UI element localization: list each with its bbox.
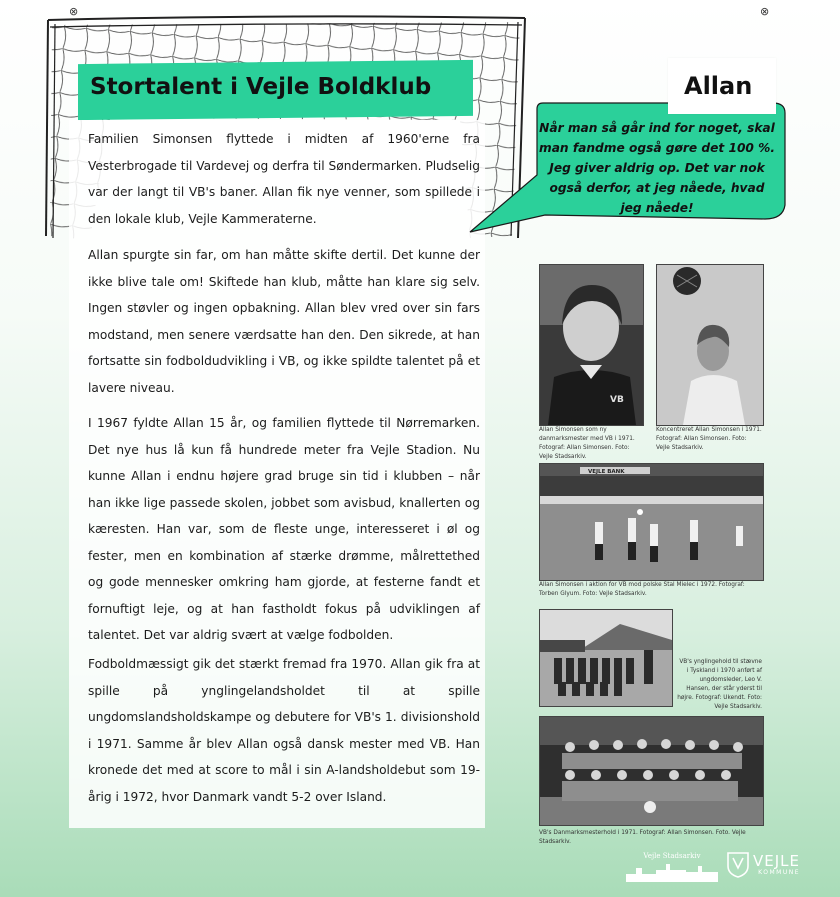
city-skyline-icon [626, 860, 718, 882]
stadium-banner: VEJLE BANK [588, 469, 625, 475]
caption-portrait: Allan Simonsen som ny danmarksmester med VB i 1971. Fotograf: Allan Simonsen. Foto: Vejle Stadsarkiv. [539, 427, 635, 460]
screw-icon: ⊗ [760, 5, 770, 18]
kommune-sub: KOMMUNE [758, 869, 800, 876]
photo-portrait [539, 264, 644, 426]
archive-name: Vejle Stadsarkiv [643, 852, 701, 860]
caption-match-action: Allan Simonsen i aktion for VB mod polske Stal Mielec i 1972. Fotograf: Torben Glyum. Foto: Vejle Stadsarkiv. [539, 582, 745, 597]
screw-icon: ⊗ [69, 5, 79, 18]
kommune-name: VEJLE [753, 852, 800, 870]
name-label: Allan [684, 72, 753, 100]
caption-youth-team: VB's ynglingehold til stævne i Tyskland i 1970 anført af ungdomsleder, Leo V. Hansen, der står yderst til højre. Fotograf: Ukendt. Foto: Vejle Stadsarkiv. [677, 659, 762, 710]
paragraph-4: Fodboldmæssigt gik det stærkt fremad fra 1970. Allan gik fra at spille på ynglingelandsholdet til at spille ungdomslandsholdskampe og debutere for VB's 1. divisionshold i 1971. Samme år blev Allan også dansk mester med VB. Han kronede det med at score to mål i sin A-landsholdebut som 19-årig i 1972, hvor Danmark vandt 5-2 over Island. [88, 657, 480, 804]
page-title: Stortalent i Vejle Boldklub [90, 74, 432, 100]
caption-heading-ball: Koncentreret Allan Simonsen i 1971. Fotograf: Allan Simonsen. Foto: Vejle Stadsarkiv. [656, 427, 762, 451]
quote-text: Når man så går ind for noget, skal man fandme også gøre det 100 %. Jeg giver aldrig op. Det var nok også derfor, at jeg nåede, hvad jeg nåede! [539, 121, 775, 215]
photo-youth-team [539, 609, 673, 707]
photo-champion-team [539, 716, 764, 826]
photo-match-action [539, 463, 764, 581]
caption-champion-team: VB's Danmarksmesterhold i 1971. Fotograf: Allan Simonsen. Foto. Vejle Stadsarkiv. [539, 830, 746, 845]
photo-heading-ball [656, 264, 764, 426]
vejle-stadsarkiv-logo [626, 852, 718, 886]
paragraph-3: I 1967 fyldte Allan 15 år, og familien flyttede til Nørremarken. Det nye hus lå kun få hundrede meter fra Vejle Stadion. Nu kunne Allan i endnu højere grad bruge sin tid i klubben – når han ikke lige passede skolen, jobbet som avisbud, knallerten og kæresten. Han var, som de fleste unge, interesseret i øl og fester, men en kombination af stærke drømme, målrettethed og gode mennesker omkring ham gjorde, at festerne fandt et fornuftigt leje, og at han fastholdt fokus på udviklingen af talentet. Det var aldrig svært at vælge fodbolden. [88, 416, 480, 642]
paragraph-1: Familien Simonsen flyttede i midten af 1960'erne fra Vesterbrogade til Vardevej og derfra til Søndermarken. Pludselig var der langt til VB's baner. Allan fik nye venner, som spillede i den lokale klub, Vejle Kammeraterne. [88, 132, 480, 226]
vejle-kommune-crest-icon [727, 852, 749, 878]
vejle-kommune-logo [727, 852, 800, 878]
shirt-logo: VB [610, 395, 624, 405]
paragraph-2: Allan spurgte sin far, om han måtte skifte dertil. Det kunne der ikke blive tale om! Skiftede han klub, måtte han klare sig selv. Ingen støvler og ingen opbakning. Allan blev vred over sin fars modstand, men senere værdsatte han den. Den sikrede, at han fortsatte sin fodboldudvikling i VB, og ikke spildte talentet på et lavere niveau. [88, 248, 480, 395]
